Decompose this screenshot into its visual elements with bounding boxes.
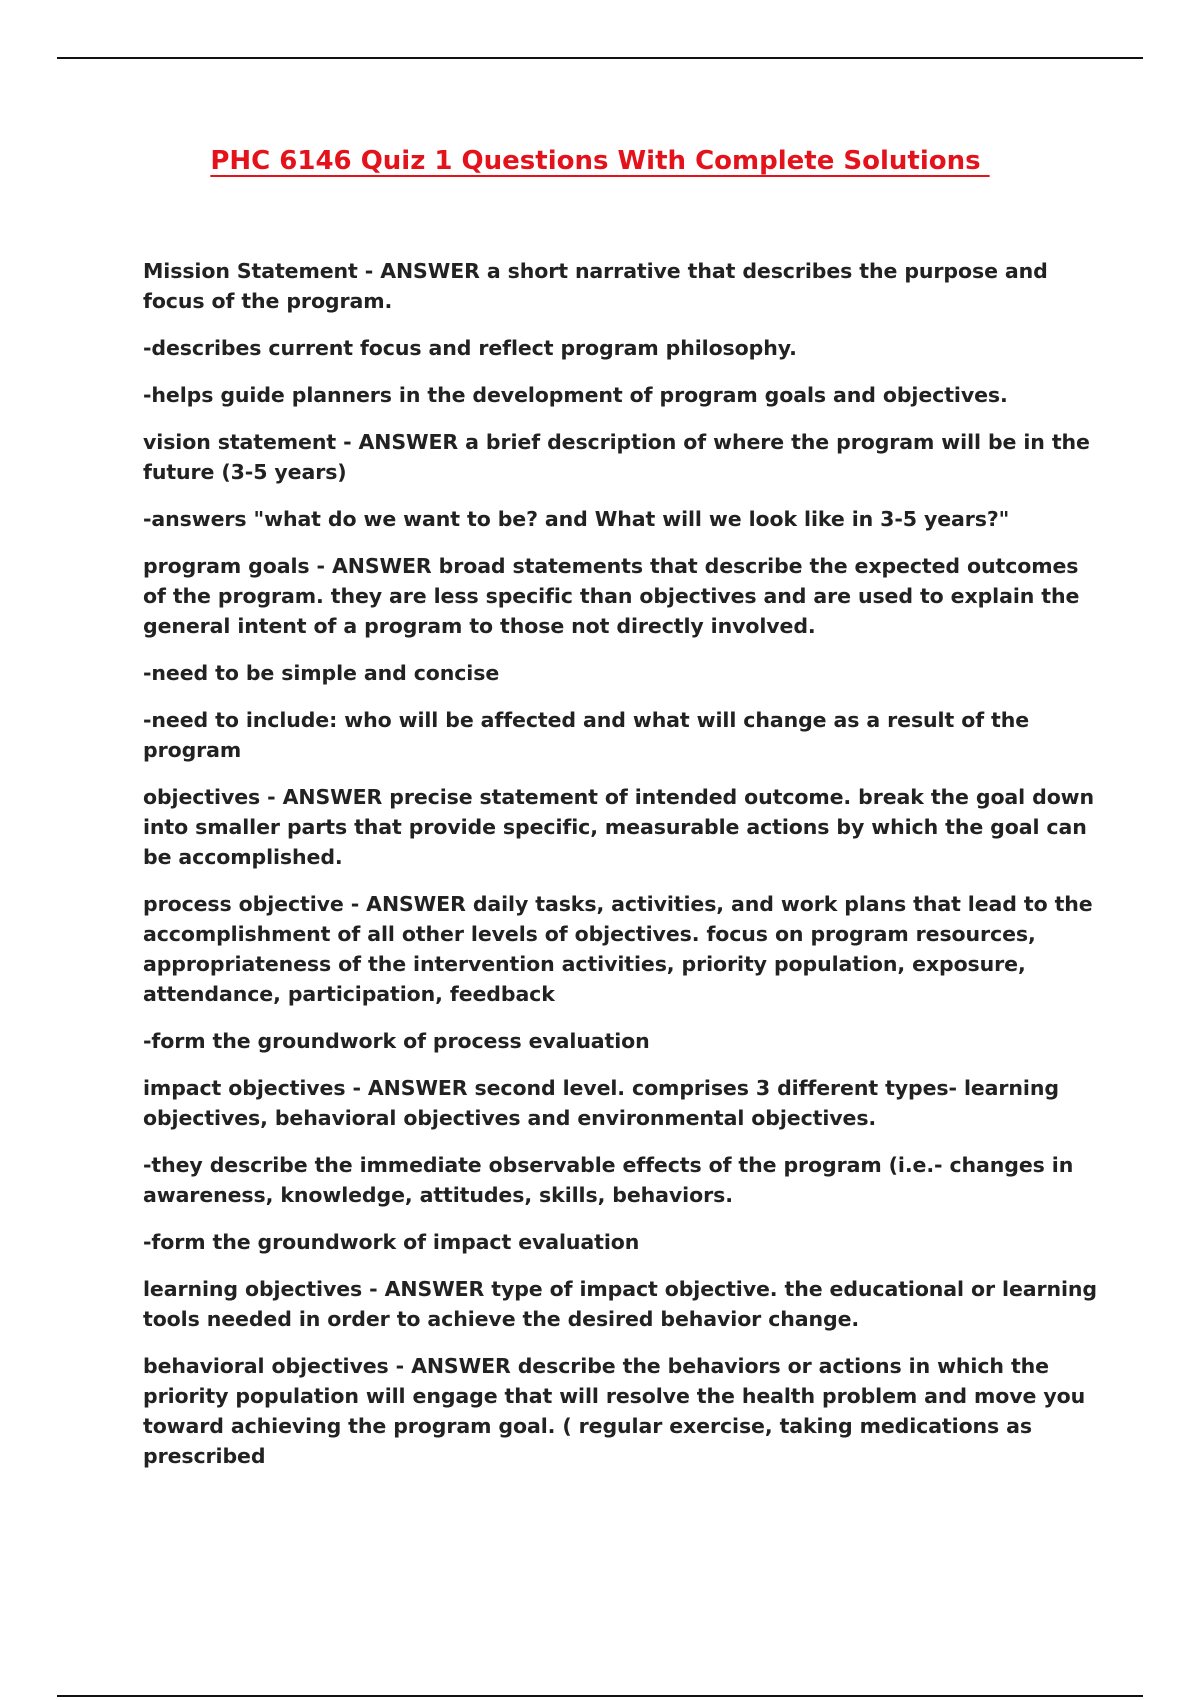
document-title <box>0 146 1200 177</box>
answer-text: a brief description of where the program will be in the future (3-5 years) <box>143 430 1090 484</box>
entry-program-goals <box>143 551 1103 641</box>
answer-separator: - ANSWER <box>309 554 439 578</box>
term: vision statement <box>143 430 337 454</box>
answer-separator: - ANSWER <box>336 430 466 454</box>
entry-impact-objectives <box>143 1073 1103 1133</box>
note-text: -form the groundwork of impact evaluation <box>143 1230 640 1254</box>
answer-separator: - ANSWER <box>260 785 390 809</box>
entry-process-objective <box>143 889 1103 1009</box>
entry-learning-objectives <box>143 1274 1103 1334</box>
note-text: -need to be simple and concise <box>143 661 500 685</box>
term: learning objectives <box>143 1277 363 1301</box>
term: impact objectives <box>143 1076 346 1100</box>
entry-note <box>143 504 1103 534</box>
document-title-text: PHC 6146 Quiz 1 Questions With Complete Solutions <box>210 146 990 176</box>
answer-text: broad statements that describe the expected outcomes of the program. they are less specific than objectives and are used to explain the general intent of a program to those not directly involved. <box>143 554 1080 638</box>
entry-note <box>143 1150 1103 1210</box>
top-rule <box>57 57 1143 59</box>
entry-note <box>143 1227 1103 1257</box>
note-text: -form the groundwork of process evaluation <box>143 1029 650 1053</box>
term: Mission Statement <box>143 259 358 283</box>
term: process objective <box>143 892 344 916</box>
qa-content <box>143 256 1103 1488</box>
answer-separator: - ANSWER <box>343 892 473 916</box>
note-text: -describes current focus and reflect program philosophy. <box>143 336 797 360</box>
answer-separator: - ANSWER <box>357 259 487 283</box>
note-text: -they describe the immediate observable effects of the program (i.e.- changes in awareness, knowledge, attitudes, skills, behaviors. <box>143 1153 1074 1207</box>
answer-text: type of impact objective. the educational or learning tools needed in order to achieve the desired behavior change. <box>143 1277 1097 1331</box>
entry-note <box>143 380 1103 410</box>
note-text: -need to include: who will be affected and what will change as a result of the program <box>143 708 1030 762</box>
term: behavioral objectives <box>143 1354 389 1378</box>
entry-note <box>143 705 1103 765</box>
answer-text: precise statement of intended outcome. break the goal down into smaller parts that provide specific, measurable actions by which the goal can be accomplished. <box>143 785 1095 869</box>
answer-text: describe the behaviors or actions in which the priority population will engage that will resolve the health problem and move you toward achieving the program goal. ( regular exercise, taking medications as prescribed <box>143 1354 1086 1468</box>
answer-text: second level. comprises 3 different types- learning objectives, behavioral objectives and environmental objectives. <box>143 1076 1059 1130</box>
answer-separator: - ANSWER <box>345 1076 475 1100</box>
entry-mission-statement <box>143 256 1103 316</box>
bottom-rule <box>57 1695 1143 1697</box>
entry-note <box>143 658 1103 688</box>
entry-note <box>143 333 1103 363</box>
note-text: -answers "what do we want to be? and What will we look like in 3-5 years?" <box>143 507 1010 531</box>
entry-behavioral-objectives <box>143 1351 1103 1471</box>
term: objectives <box>143 785 261 809</box>
entry-vision-statement <box>143 427 1103 487</box>
note-text: -helps guide planners in the development of program goals and objectives. <box>143 383 1008 407</box>
entry-note <box>143 1026 1103 1056</box>
answer-text: daily tasks, activities, and work plans that lead to the accomplishment of all other levels of objectives. focus on program resources, appropriateness of the intervention activities, priority population, exposure, attendance, participation, feedback <box>143 892 1093 1006</box>
answer-separator: - ANSWER <box>388 1354 518 1378</box>
entry-objectives <box>143 782 1103 872</box>
answer-text: a short narrative that describes the purpose and focus of the program. <box>143 259 1048 313</box>
answer-separator: - ANSWER <box>362 1277 492 1301</box>
term: program goals <box>143 554 310 578</box>
